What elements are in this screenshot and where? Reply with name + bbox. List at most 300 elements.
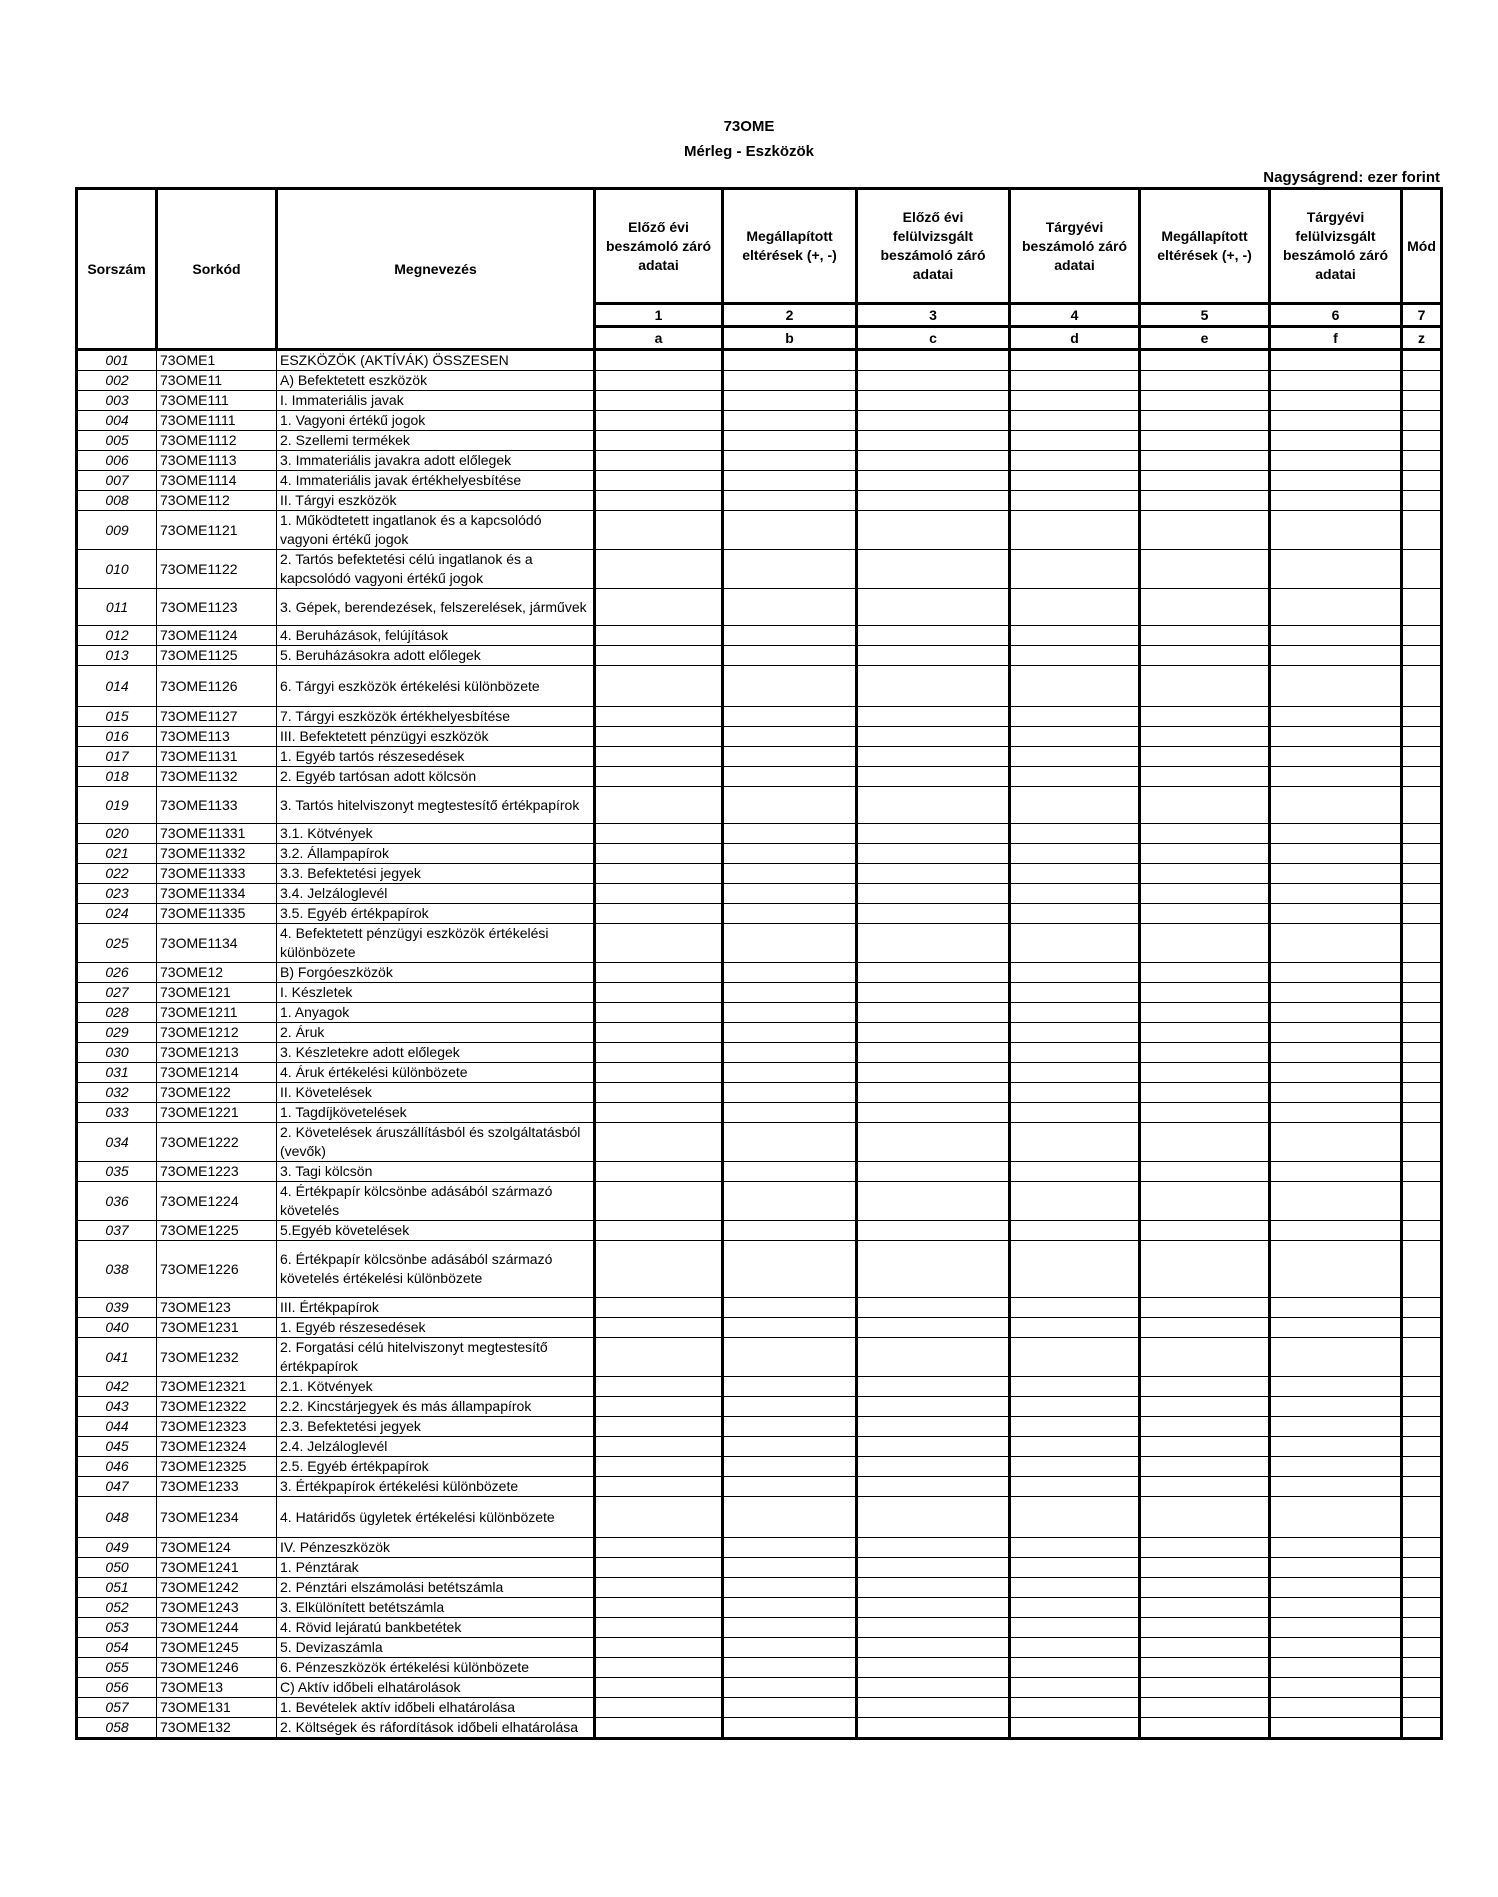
value-cell-3[interactable] [857, 1397, 1010, 1417]
value-cell-7[interactable] [1402, 1221, 1442, 1241]
value-cell-3[interactable] [857, 983, 1010, 1003]
value-cell-6[interactable] [1270, 1338, 1402, 1377]
value-cell-1[interactable] [595, 1221, 723, 1241]
value-cell-3[interactable] [857, 1678, 1010, 1698]
value-cell-7[interactable] [1402, 411, 1442, 431]
value-cell-2[interactable] [723, 824, 857, 844]
value-cell-6[interactable] [1270, 1103, 1402, 1123]
value-cell-2[interactable] [723, 550, 857, 589]
value-cell-7[interactable] [1402, 1437, 1442, 1457]
value-cell-6[interactable] [1270, 666, 1402, 707]
value-cell-2[interactable] [723, 1123, 857, 1162]
value-cell-2[interactable] [723, 1718, 857, 1739]
value-cell-6[interactable] [1270, 1241, 1402, 1298]
value-cell-3[interactable] [857, 1497, 1010, 1538]
value-cell-4[interactable] [1010, 1221, 1140, 1241]
value-cell-2[interactable] [723, 1043, 857, 1063]
value-cell-5[interactable] [1140, 1103, 1270, 1123]
value-cell-2[interactable] [723, 1377, 857, 1397]
value-cell-6[interactable] [1270, 787, 1402, 824]
value-cell-7[interactable] [1402, 767, 1442, 787]
value-cell-1[interactable] [595, 707, 723, 727]
value-cell-6[interactable] [1270, 471, 1402, 491]
value-cell-4[interactable] [1010, 1162, 1140, 1182]
value-cell-4[interactable] [1010, 626, 1140, 646]
value-cell-1[interactable] [595, 1063, 723, 1083]
value-cell-3[interactable] [857, 411, 1010, 431]
value-cell-7[interactable] [1402, 589, 1442, 626]
value-cell-2[interactable] [723, 844, 857, 864]
value-cell-2[interactable] [723, 864, 857, 884]
value-cell-3[interactable] [857, 1103, 1010, 1123]
value-cell-4[interactable] [1010, 1658, 1140, 1678]
value-cell-3[interactable] [857, 844, 1010, 864]
value-cell-7[interactable] [1402, 451, 1442, 471]
value-cell-6[interactable] [1270, 924, 1402, 963]
value-cell-7[interactable] [1402, 707, 1442, 727]
value-cell-2[interactable] [723, 371, 857, 391]
value-cell-5[interactable] [1140, 411, 1270, 431]
value-cell-5[interactable] [1140, 666, 1270, 707]
value-cell-5[interactable] [1140, 431, 1270, 451]
value-cell-1[interactable] [595, 1043, 723, 1063]
value-cell-3[interactable] [857, 963, 1010, 983]
value-cell-5[interactable] [1140, 589, 1270, 626]
value-cell-2[interactable] [723, 350, 857, 371]
value-cell-5[interactable] [1140, 626, 1270, 646]
value-cell-7[interactable] [1402, 1538, 1442, 1558]
value-cell-4[interactable] [1010, 707, 1140, 727]
value-cell-6[interactable] [1270, 1437, 1402, 1457]
value-cell-4[interactable] [1010, 589, 1140, 626]
value-cell-4[interactable] [1010, 1598, 1140, 1618]
value-cell-7[interactable] [1402, 391, 1442, 411]
value-cell-7[interactable] [1402, 1083, 1442, 1103]
value-cell-7[interactable] [1402, 844, 1442, 864]
value-cell-6[interactable] [1270, 371, 1402, 391]
value-cell-5[interactable] [1140, 924, 1270, 963]
value-cell-7[interactable] [1402, 1578, 1442, 1598]
value-cell-3[interactable] [857, 1417, 1010, 1437]
value-cell-3[interactable] [857, 1718, 1010, 1739]
value-cell-7[interactable] [1402, 626, 1442, 646]
value-cell-6[interactable] [1270, 1497, 1402, 1538]
value-cell-1[interactable] [595, 1598, 723, 1618]
value-cell-2[interactable] [723, 411, 857, 431]
value-cell-1[interactable] [595, 1003, 723, 1023]
value-cell-4[interactable] [1010, 747, 1140, 767]
value-cell-4[interactable] [1010, 1497, 1140, 1538]
value-cell-3[interactable] [857, 391, 1010, 411]
value-cell-3[interactable] [857, 1457, 1010, 1477]
value-cell-4[interactable] [1010, 1538, 1140, 1558]
value-cell-2[interactable] [723, 1318, 857, 1338]
value-cell-2[interactable] [723, 1638, 857, 1658]
value-cell-1[interactable] [595, 491, 723, 511]
value-cell-3[interactable] [857, 1162, 1010, 1182]
value-cell-6[interactable] [1270, 1221, 1402, 1241]
value-cell-6[interactable] [1270, 1003, 1402, 1023]
value-cell-3[interactable] [857, 1437, 1010, 1457]
value-cell-7[interactable] [1402, 1318, 1442, 1338]
value-cell-5[interactable] [1140, 1658, 1270, 1678]
value-cell-7[interactable] [1402, 1241, 1442, 1298]
value-cell-7[interactable] [1402, 824, 1442, 844]
value-cell-1[interactable] [595, 1023, 723, 1043]
value-cell-6[interactable] [1270, 511, 1402, 550]
value-cell-5[interactable] [1140, 1397, 1270, 1417]
value-cell-5[interactable] [1140, 371, 1270, 391]
value-cell-3[interactable] [857, 767, 1010, 787]
value-cell-6[interactable] [1270, 1678, 1402, 1698]
value-cell-5[interactable] [1140, 350, 1270, 371]
value-cell-2[interactable] [723, 787, 857, 824]
value-cell-2[interactable] [723, 1698, 857, 1718]
value-cell-4[interactable] [1010, 550, 1140, 589]
value-cell-6[interactable] [1270, 747, 1402, 767]
value-cell-4[interactable] [1010, 371, 1140, 391]
value-cell-5[interactable] [1140, 884, 1270, 904]
value-cell-1[interactable] [595, 924, 723, 963]
value-cell-3[interactable] [857, 550, 1010, 589]
value-cell-4[interactable] [1010, 1718, 1140, 1739]
value-cell-1[interactable] [595, 1678, 723, 1698]
value-cell-3[interactable] [857, 1003, 1010, 1023]
value-cell-3[interactable] [857, 1083, 1010, 1103]
value-cell-7[interactable] [1402, 1598, 1442, 1618]
value-cell-1[interactable] [595, 471, 723, 491]
value-cell-2[interactable] [723, 1658, 857, 1678]
value-cell-3[interactable] [857, 371, 1010, 391]
value-cell-5[interactable] [1140, 1338, 1270, 1377]
value-cell-5[interactable] [1140, 1698, 1270, 1718]
value-cell-4[interactable] [1010, 727, 1140, 747]
value-cell-5[interactable] [1140, 646, 1270, 666]
value-cell-4[interactable] [1010, 1023, 1140, 1043]
value-cell-5[interactable] [1140, 1241, 1270, 1298]
value-cell-4[interactable] [1010, 1457, 1140, 1477]
value-cell-7[interactable] [1402, 983, 1442, 1003]
value-cell-7[interactable] [1402, 1103, 1442, 1123]
value-cell-7[interactable] [1402, 1023, 1442, 1043]
value-cell-5[interactable] [1140, 1538, 1270, 1558]
value-cell-6[interactable] [1270, 1397, 1402, 1417]
value-cell-1[interactable] [595, 864, 723, 884]
value-cell-4[interactable] [1010, 884, 1140, 904]
value-cell-4[interactable] [1010, 491, 1140, 511]
value-cell-7[interactable] [1402, 1043, 1442, 1063]
value-cell-5[interactable] [1140, 1678, 1270, 1698]
value-cell-2[interactable] [723, 646, 857, 666]
value-cell-1[interactable] [595, 1497, 723, 1538]
value-cell-6[interactable] [1270, 1298, 1402, 1318]
value-cell-1[interactable] [595, 1477, 723, 1497]
value-cell-2[interactable] [723, 589, 857, 626]
value-cell-2[interactable] [723, 1618, 857, 1638]
value-cell-1[interactable] [595, 747, 723, 767]
value-cell-5[interactable] [1140, 727, 1270, 747]
value-cell-5[interactable] [1140, 1437, 1270, 1457]
value-cell-6[interactable] [1270, 1457, 1402, 1477]
value-cell-3[interactable] [857, 666, 1010, 707]
value-cell-2[interactable] [723, 924, 857, 963]
value-cell-6[interactable] [1270, 864, 1402, 884]
value-cell-1[interactable] [595, 411, 723, 431]
value-cell-2[interactable] [723, 1162, 857, 1182]
value-cell-2[interactable] [723, 707, 857, 727]
value-cell-7[interactable] [1402, 1658, 1442, 1678]
value-cell-7[interactable] [1402, 1182, 1442, 1221]
value-cell-1[interactable] [595, 1397, 723, 1417]
value-cell-4[interactable] [1010, 411, 1140, 431]
value-cell-6[interactable] [1270, 1162, 1402, 1182]
value-cell-2[interactable] [723, 1023, 857, 1043]
value-cell-3[interactable] [857, 431, 1010, 451]
value-cell-1[interactable] [595, 1558, 723, 1578]
value-cell-1[interactable] [595, 550, 723, 589]
value-cell-6[interactable] [1270, 1718, 1402, 1739]
value-cell-1[interactable] [595, 1618, 723, 1638]
value-cell-1[interactable] [595, 451, 723, 471]
value-cell-5[interactable] [1140, 1221, 1270, 1241]
value-cell-1[interactable] [595, 1083, 723, 1103]
value-cell-2[interactable] [723, 626, 857, 646]
value-cell-2[interactable] [723, 727, 857, 747]
value-cell-4[interactable] [1010, 391, 1140, 411]
value-cell-5[interactable] [1140, 1417, 1270, 1437]
value-cell-7[interactable] [1402, 350, 1442, 371]
value-cell-1[interactable] [595, 844, 723, 864]
value-cell-7[interactable] [1402, 511, 1442, 550]
value-cell-5[interactable] [1140, 1638, 1270, 1658]
value-cell-3[interactable] [857, 1123, 1010, 1162]
value-cell-4[interactable] [1010, 1618, 1140, 1638]
value-cell-2[interactable] [723, 1457, 857, 1477]
value-cell-1[interactable] [595, 1338, 723, 1377]
value-cell-6[interactable] [1270, 1043, 1402, 1063]
value-cell-7[interactable] [1402, 747, 1442, 767]
value-cell-5[interactable] [1140, 1598, 1270, 1618]
value-cell-1[interactable] [595, 626, 723, 646]
value-cell-2[interactable] [723, 666, 857, 707]
value-cell-1[interactable] [595, 1457, 723, 1477]
value-cell-3[interactable] [857, 1477, 1010, 1497]
value-cell-5[interactable] [1140, 1083, 1270, 1103]
value-cell-4[interactable] [1010, 646, 1140, 666]
value-cell-6[interactable] [1270, 1023, 1402, 1043]
value-cell-3[interactable] [857, 787, 1010, 824]
value-cell-2[interactable] [723, 747, 857, 767]
value-cell-5[interactable] [1140, 963, 1270, 983]
value-cell-6[interactable] [1270, 1083, 1402, 1103]
value-cell-1[interactable] [595, 1318, 723, 1338]
value-cell-1[interactable] [595, 1123, 723, 1162]
value-cell-6[interactable] [1270, 1618, 1402, 1638]
value-cell-6[interactable] [1270, 431, 1402, 451]
value-cell-6[interactable] [1270, 1638, 1402, 1658]
value-cell-5[interactable] [1140, 707, 1270, 727]
value-cell-6[interactable] [1270, 1578, 1402, 1598]
value-cell-3[interactable] [857, 1221, 1010, 1241]
value-cell-1[interactable] [595, 727, 723, 747]
value-cell-2[interactable] [723, 1083, 857, 1103]
value-cell-1[interactable] [595, 1162, 723, 1182]
value-cell-4[interactable] [1010, 767, 1140, 787]
value-cell-4[interactable] [1010, 666, 1140, 707]
value-cell-2[interactable] [723, 1598, 857, 1618]
value-cell-1[interactable] [595, 884, 723, 904]
value-cell-7[interactable] [1402, 550, 1442, 589]
value-cell-3[interactable] [857, 1298, 1010, 1318]
value-cell-2[interactable] [723, 1417, 857, 1437]
value-cell-5[interactable] [1140, 1123, 1270, 1162]
value-cell-4[interactable] [1010, 844, 1140, 864]
value-cell-7[interactable] [1402, 1698, 1442, 1718]
value-cell-4[interactable] [1010, 1063, 1140, 1083]
value-cell-1[interactable] [595, 1638, 723, 1658]
value-cell-3[interactable] [857, 1063, 1010, 1083]
value-cell-4[interactable] [1010, 1678, 1140, 1698]
value-cell-6[interactable] [1270, 904, 1402, 924]
value-cell-5[interactable] [1140, 983, 1270, 1003]
value-cell-3[interactable] [857, 1241, 1010, 1298]
value-cell-5[interactable] [1140, 747, 1270, 767]
value-cell-6[interactable] [1270, 626, 1402, 646]
value-cell-6[interactable] [1270, 350, 1402, 371]
value-cell-6[interactable] [1270, 884, 1402, 904]
value-cell-1[interactable] [595, 391, 723, 411]
value-cell-7[interactable] [1402, 1162, 1442, 1182]
value-cell-7[interactable] [1402, 491, 1442, 511]
value-cell-7[interactable] [1402, 787, 1442, 824]
value-cell-5[interactable] [1140, 511, 1270, 550]
value-cell-1[interactable] [595, 1298, 723, 1318]
value-cell-3[interactable] [857, 1578, 1010, 1598]
value-cell-6[interactable] [1270, 824, 1402, 844]
value-cell-5[interactable] [1140, 1182, 1270, 1221]
value-cell-6[interactable] [1270, 1598, 1402, 1618]
value-cell-5[interactable] [1140, 550, 1270, 589]
value-cell-4[interactable] [1010, 824, 1140, 844]
value-cell-4[interactable] [1010, 1437, 1140, 1457]
value-cell-2[interactable] [723, 1497, 857, 1538]
value-cell-2[interactable] [723, 1678, 857, 1698]
value-cell-7[interactable] [1402, 904, 1442, 924]
value-cell-6[interactable] [1270, 391, 1402, 411]
value-cell-3[interactable] [857, 1318, 1010, 1338]
value-cell-7[interactable] [1402, 666, 1442, 707]
value-cell-5[interactable] [1140, 1063, 1270, 1083]
value-cell-6[interactable] [1270, 491, 1402, 511]
value-cell-4[interactable] [1010, 924, 1140, 963]
value-cell-2[interactable] [723, 1298, 857, 1318]
value-cell-7[interactable] [1402, 371, 1442, 391]
value-cell-3[interactable] [857, 1043, 1010, 1063]
value-cell-6[interactable] [1270, 589, 1402, 626]
value-cell-6[interactable] [1270, 550, 1402, 589]
value-cell-2[interactable] [723, 391, 857, 411]
value-cell-7[interactable] [1402, 727, 1442, 747]
value-cell-2[interactable] [723, 1558, 857, 1578]
value-cell-1[interactable] [595, 371, 723, 391]
value-cell-4[interactable] [1010, 1377, 1140, 1397]
value-cell-2[interactable] [723, 1397, 857, 1417]
value-cell-2[interactable] [723, 1477, 857, 1497]
value-cell-7[interactable] [1402, 924, 1442, 963]
value-cell-5[interactable] [1140, 451, 1270, 471]
value-cell-5[interactable] [1140, 1298, 1270, 1318]
value-cell-7[interactable] [1402, 1338, 1442, 1377]
value-cell-4[interactable] [1010, 1103, 1140, 1123]
value-cell-5[interactable] [1140, 787, 1270, 824]
value-cell-6[interactable] [1270, 646, 1402, 666]
value-cell-1[interactable] [595, 646, 723, 666]
value-cell-1[interactable] [595, 1103, 723, 1123]
value-cell-4[interactable] [1010, 1698, 1140, 1718]
value-cell-4[interactable] [1010, 1397, 1140, 1417]
value-cell-1[interactable] [595, 1417, 723, 1437]
value-cell-2[interactable] [723, 491, 857, 511]
value-cell-7[interactable] [1402, 1497, 1442, 1538]
value-cell-2[interactable] [723, 767, 857, 787]
value-cell-3[interactable] [857, 1023, 1010, 1043]
value-cell-6[interactable] [1270, 1538, 1402, 1558]
value-cell-6[interactable] [1270, 963, 1402, 983]
value-cell-3[interactable] [857, 350, 1010, 371]
value-cell-2[interactable] [723, 1538, 857, 1558]
value-cell-3[interactable] [857, 1338, 1010, 1377]
value-cell-7[interactable] [1402, 963, 1442, 983]
value-cell-4[interactable] [1010, 1003, 1140, 1023]
value-cell-7[interactable] [1402, 884, 1442, 904]
value-cell-6[interactable] [1270, 1558, 1402, 1578]
value-cell-3[interactable] [857, 451, 1010, 471]
value-cell-2[interactable] [723, 904, 857, 924]
value-cell-5[interactable] [1140, 391, 1270, 411]
value-cell-5[interactable] [1140, 491, 1270, 511]
value-cell-6[interactable] [1270, 1698, 1402, 1718]
value-cell-3[interactable] [857, 1182, 1010, 1221]
value-cell-5[interactable] [1140, 1318, 1270, 1338]
value-cell-6[interactable] [1270, 1417, 1402, 1437]
value-cell-1[interactable] [595, 511, 723, 550]
value-cell-1[interactable] [595, 767, 723, 787]
value-cell-1[interactable] [595, 1182, 723, 1221]
value-cell-4[interactable] [1010, 963, 1140, 983]
value-cell-3[interactable] [857, 747, 1010, 767]
value-cell-1[interactable] [595, 350, 723, 371]
value-cell-1[interactable] [595, 904, 723, 924]
value-cell-2[interactable] [723, 511, 857, 550]
value-cell-3[interactable] [857, 824, 1010, 844]
value-cell-2[interactable] [723, 1182, 857, 1221]
value-cell-3[interactable] [857, 511, 1010, 550]
value-cell-6[interactable] [1270, 707, 1402, 727]
value-cell-1[interactable] [595, 589, 723, 626]
value-cell-7[interactable] [1402, 1477, 1442, 1497]
value-cell-6[interactable] [1270, 1477, 1402, 1497]
value-cell-3[interactable] [857, 1638, 1010, 1658]
value-cell-7[interactable] [1402, 431, 1442, 451]
value-cell-6[interactable] [1270, 1377, 1402, 1397]
value-cell-5[interactable] [1140, 767, 1270, 787]
value-cell-4[interactable] [1010, 1241, 1140, 1298]
value-cell-3[interactable] [857, 1377, 1010, 1397]
value-cell-3[interactable] [857, 1698, 1010, 1718]
value-cell-4[interactable] [1010, 431, 1140, 451]
value-cell-3[interactable] [857, 864, 1010, 884]
value-cell-1[interactable] [595, 963, 723, 983]
